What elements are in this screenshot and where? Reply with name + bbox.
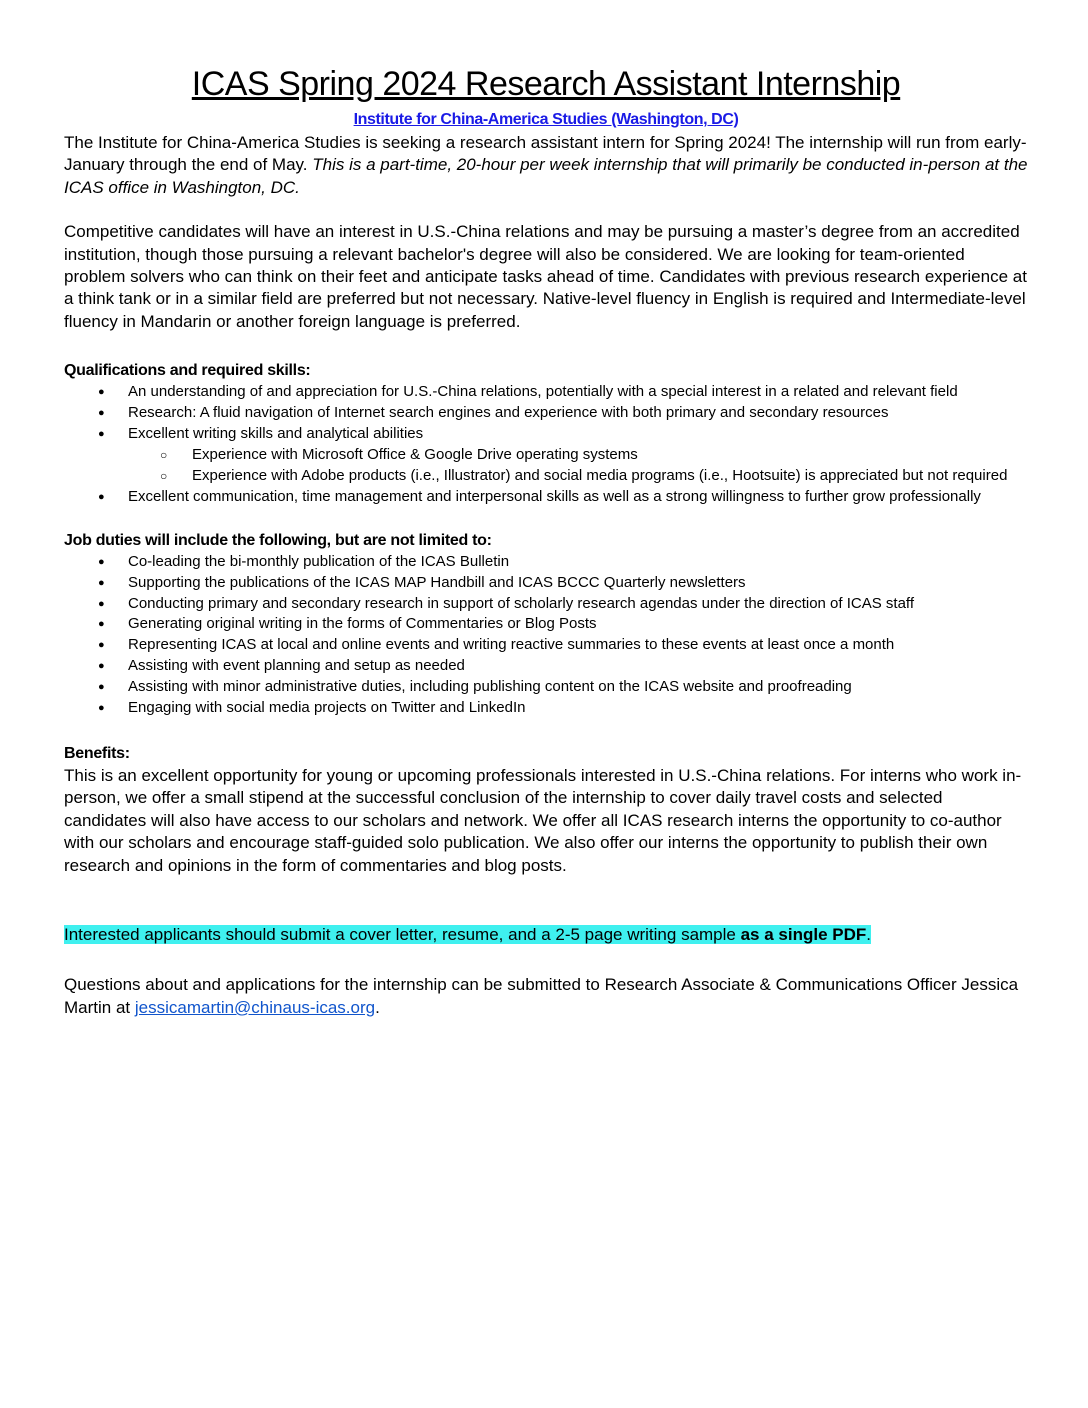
contact-text: Questions about and applications for the internship can be submitted to Research Associate & Communications Officer Jessica Martin at	[64, 975, 1019, 1017]
list-item: ● Supporting the publications of the ICAS MAP Handbill and ICAS BCCC Quarterly newsletters	[64, 573, 1028, 594]
benefits-heading: Benefits:	[64, 744, 130, 762]
benefits-paragraph: This is an excellent opportunity for young or upcoming professionals interested in U.S.-China relations. For interns who work in-person, we offer a small stipend at the successful conclusion of the internship to cover daily travel costs and selected candidates will also have access to our scholars and network. We offer all ICAS research interns the opportunity to co-author with our scholars and encourage staff-guided solo publication. We also offer our interns the opportunity to publish their own research and opinions in the form of commentaries and blog posts.	[64, 765, 1022, 875]
contact-end: .	[375, 997, 380, 1017]
list-item: ● Co-leading the bi-monthly publication of the ICAS Bulletin	[64, 552, 1028, 573]
list-item: ● Engaging with social media projects on Twitter and LinkedIn	[64, 698, 1028, 719]
qualifications-sublist	[64, 445, 1028, 487]
sub-list-item: ○ Experience with Adobe products (i.e., Illustrator) and social media programs (i.e., Hootsuite) is appreciated but not required	[64, 466, 1028, 487]
job-duties-heading: Job duties will include the following, but are not limited to:	[64, 531, 492, 549]
contact-paragraph	[64, 974, 1028, 1019]
application-note-text: Interested applicants should submit a cover letter, resume, and a 2-5 page writing sample	[64, 924, 741, 944]
qualifications-list	[64, 382, 1028, 445]
document-title: ICAS Spring 2024 Research Assistant Internship	[191, 65, 901, 103]
qualifications-list-continued	[64, 487, 1028, 508]
application-note	[64, 924, 1028, 946]
list-item: ● Research: A fluid navigation of Internet search engines and experience with both primary and secondary resources	[64, 403, 1028, 424]
highlighted-application-note	[64, 925, 871, 944]
application-note-bold: as a single PDF	[740, 924, 867, 944]
application-note-end: .	[866, 924, 871, 944]
list-item: ● Generating original writing in the forms of Commentaries or Blog Posts	[64, 614, 1028, 635]
qualifications-heading: Qualifications and required skills:	[64, 362, 311, 380]
list-item: ● Excellent communication, time management and interpersonal skills as well as a strong willingness to further grow professionally	[64, 487, 1028, 508]
institute-link[interactable]: Institute for China-America Studies (Washington, DC)	[353, 111, 739, 128]
intro-italic-text: This is a part-time, 20-hour per week internship that will primarily be conducted in-person at the ICAS office in Washington, DC.	[64, 155, 1028, 197]
list-item: ● Assisting with event planning and setup as needed	[64, 656, 1028, 677]
list-item: ● Conducting primary and secondary research in support of scholarly research agendas under the direction of ICAS staff	[64, 594, 1028, 615]
intro-paragraph	[64, 132, 1028, 199]
job-duties-list	[64, 552, 1028, 719]
email-link[interactable]: jessicamartin@chinaus-icas.org	[134, 997, 376, 1017]
list-item: ● Assisting with minor administrative duties, including publishing content on the ICAS website and proofreading	[64, 677, 1028, 698]
intro-text: The Institute for China-America Studies is seeking a research assistant intern for Spring 2024! The internship will run from early-January through the end of May.	[64, 133, 1027, 175]
candidates-paragraph: Competitive candidates will have an interest in U.S.-China relations and may be pursuing a master’s degree from an accredited institution, though those pursuing a relevant bachelor's degree will also be considered. We are looking for team-oriented problem solvers who can think on their feet and anticipate tasks ahead of time. Candidates with previous research experience at a think tank or in a similar field are preferred but not necessary. Native-level fluency in English is required and Intermediate-level fluency in Mandarin or another foreign language is preferred.	[64, 222, 1027, 331]
sub-list-item: ○ Experience with Microsoft Office & Google Drive operating systems	[64, 445, 1028, 466]
list-item: ● Representing ICAS at local and online events and writing reactive summaries to these events at least once a month	[64, 635, 1028, 656]
list-item: ● An understanding of and appreciation for U.S.-China relations, potentially with a special interest in a related and relevant field	[64, 382, 1028, 403]
list-item: ● Excellent writing skills and analytical abilities	[64, 424, 1028, 445]
